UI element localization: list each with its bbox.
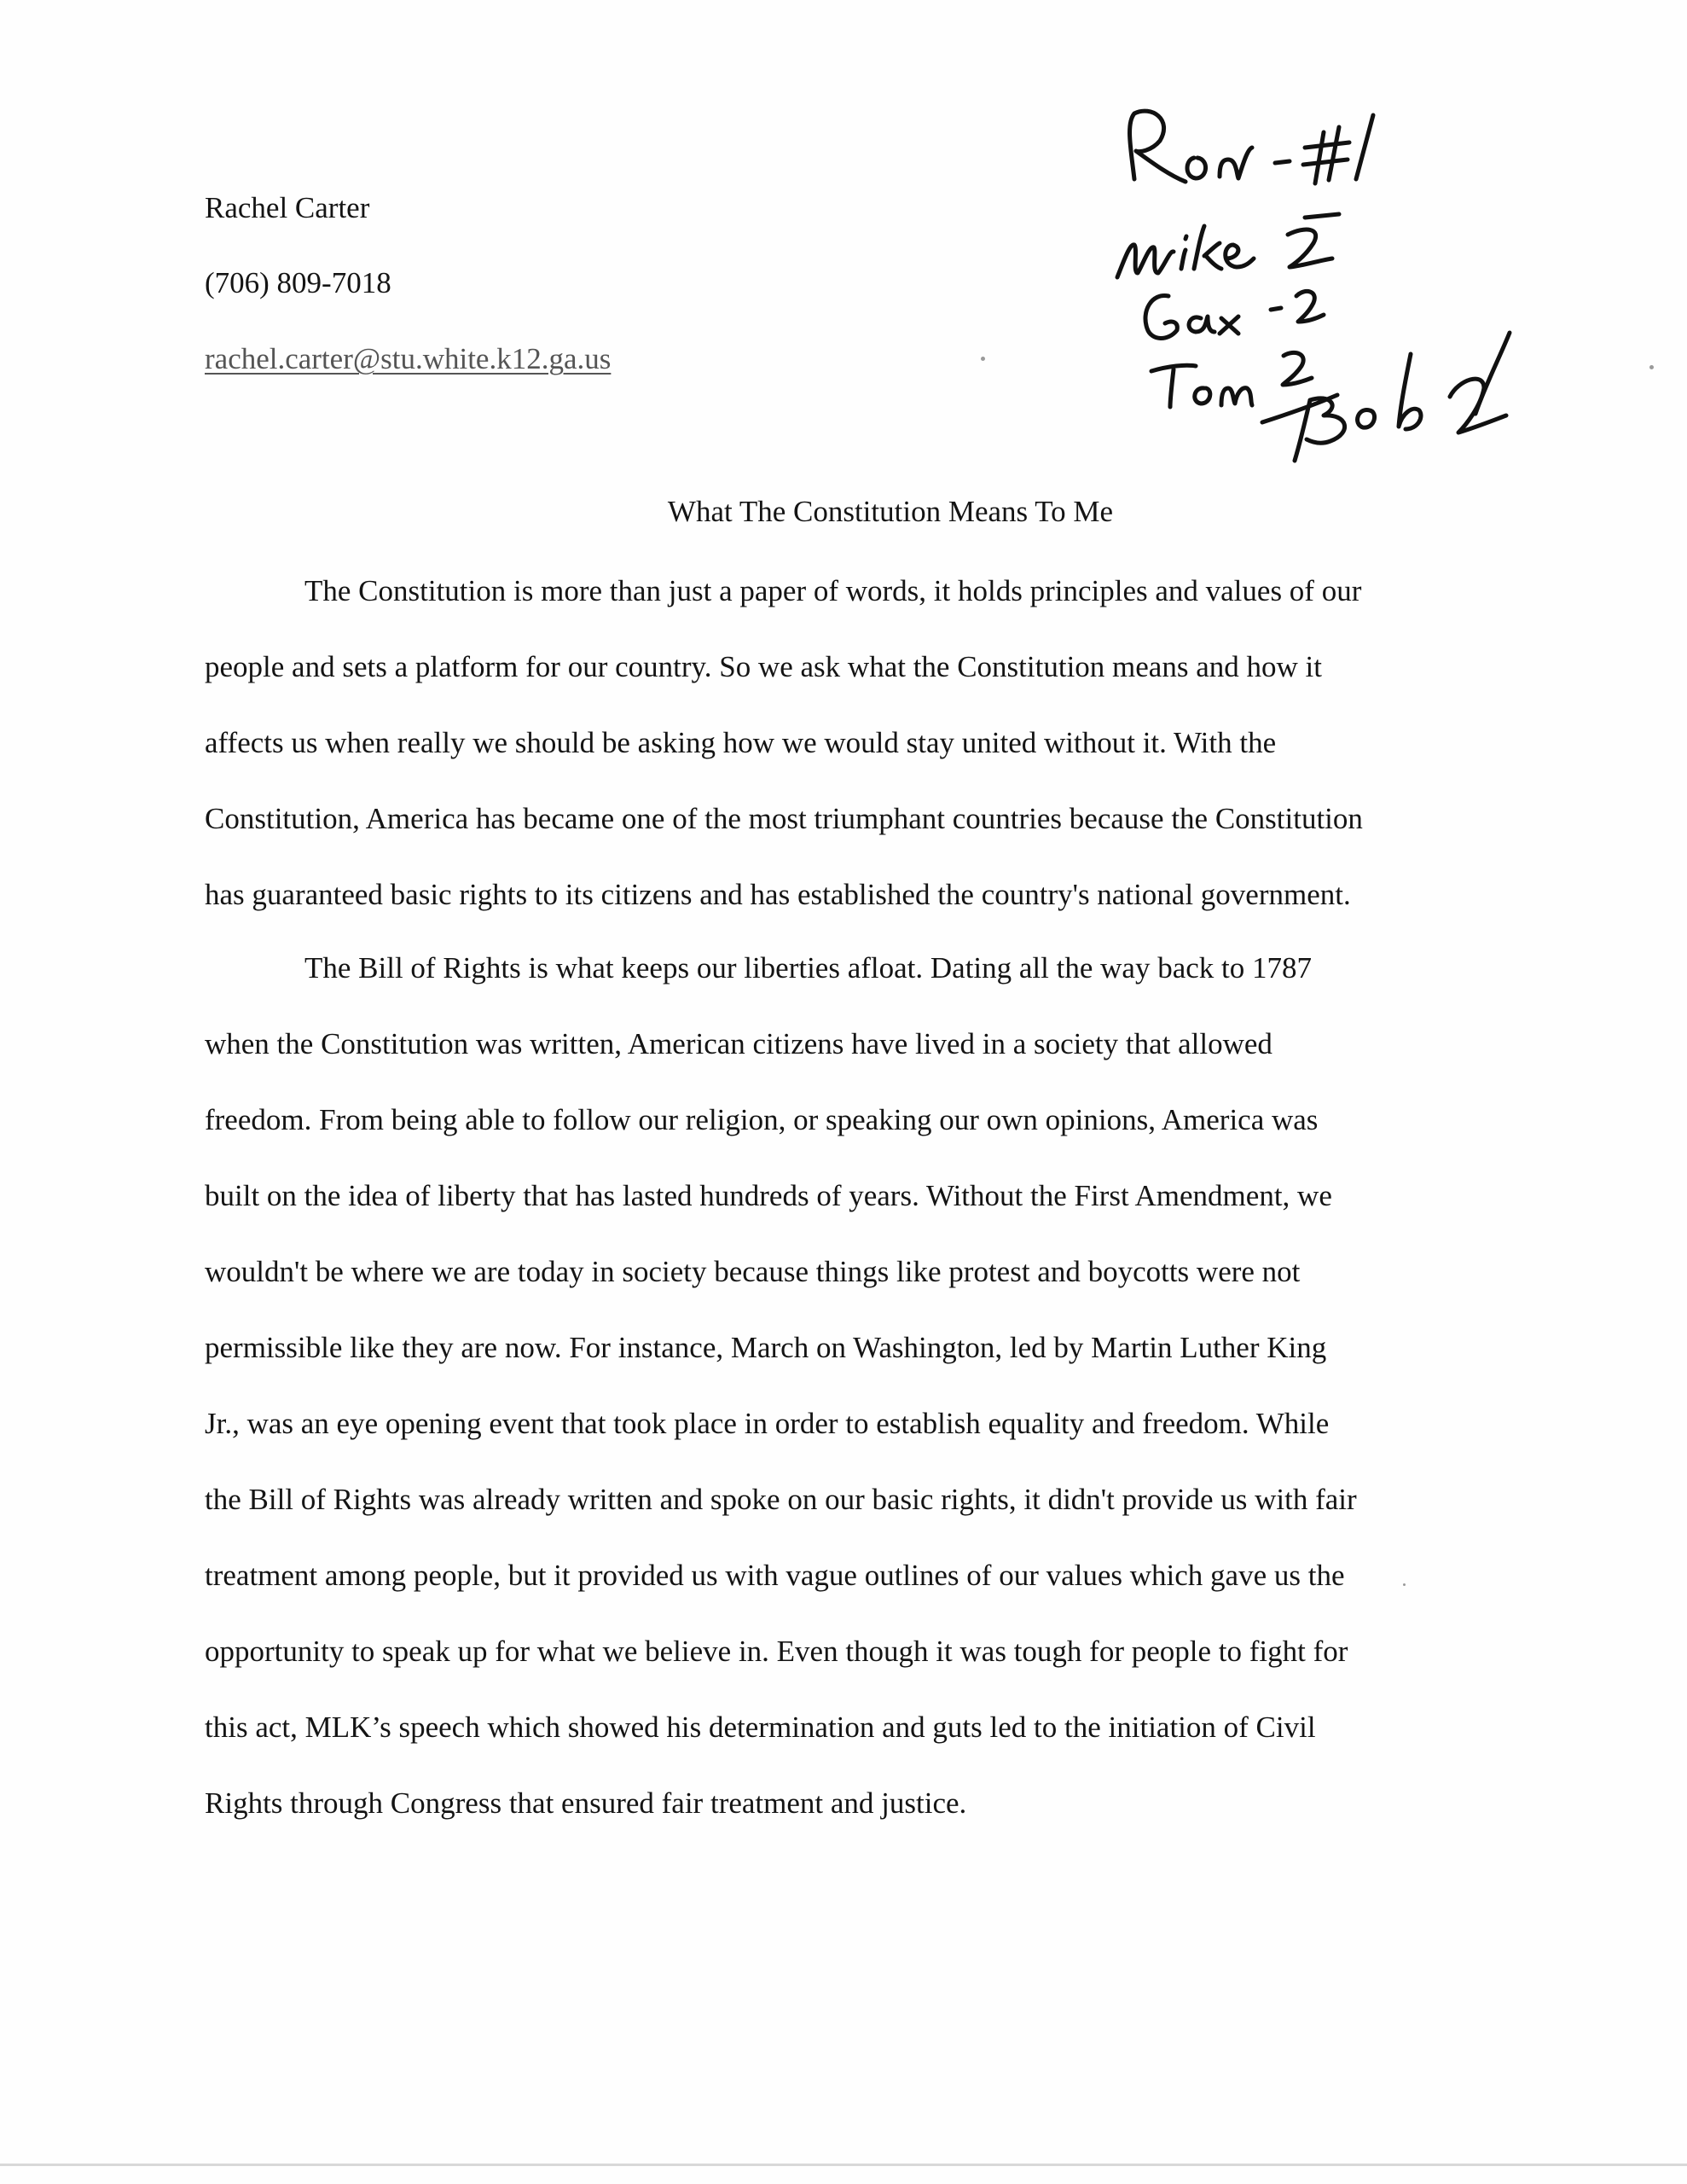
paragraph-line: has guaranteed basic rights to its citizens and has established the country's national government. xyxy=(205,878,1351,911)
scan-speck xyxy=(981,357,985,361)
paragraph-1 xyxy=(205,553,1501,932)
scan-speck xyxy=(1403,1583,1406,1586)
author-phone: (706) 809-7018 xyxy=(205,266,391,299)
handwritten-ranking-note xyxy=(1100,98,1578,542)
paragraph-2 xyxy=(205,930,1501,1841)
paragraph-line: The Bill of Rights is what keeps our liberties afloat. Dating all the way back to 1787 xyxy=(304,951,1312,985)
paragraph-line: this act, MLK’s speech which showed his determination and guts led to the initiation of Civil xyxy=(205,1711,1316,1744)
scan-speck xyxy=(1649,365,1654,369)
author-name: Rachel Carter xyxy=(205,191,370,224)
paragraph-line: the Bill of Rights was already written and spoke on our basic rights, it didn't provide us with fair xyxy=(205,1483,1357,1516)
paragraph-line: wouldn't be where we are today in society because things like protest and boycotts were not xyxy=(205,1255,1301,1288)
paragraph-line: affects us when really we should be asking how we would stay united without it. With the xyxy=(205,726,1277,759)
paragraph-line: treatment among people, but it provided us with vague outlines of our values which gave us the xyxy=(205,1559,1345,1592)
handwritten-line-mike xyxy=(1117,214,1339,277)
paragraph-line: when the Constitution was written, American citizens have lived in a society that allowed xyxy=(205,1027,1272,1060)
paragraph-line: Jr., was an eye opening event that took place in order to establish equality and freedom. While xyxy=(205,1407,1330,1440)
scan-bottom-edge xyxy=(0,2164,1687,2166)
paragraph-line: built on the idea of liberty that has lasted hundreds of years. Without the First Amendment, we xyxy=(205,1179,1332,1212)
paragraph-line: Rights through Congress that ensured fair treatment and justice. xyxy=(205,1786,967,1820)
paragraph-line: Constitution, America has became one of the most triumphant countries because the Constitution xyxy=(205,802,1363,835)
handwritten-line-gax xyxy=(1145,291,1324,338)
paragraph-line: people and sets a platform for our country. So we ask what the Constitution means and how it xyxy=(205,650,1322,683)
paragraph-line: opportunity to speak up for what we believe in. Even though it was tough for people to fight for xyxy=(205,1635,1348,1668)
paragraph-line: permissible like they are now. For instance, March on Washington, led by Martin Luther King xyxy=(205,1331,1327,1364)
author-email: rachel.carter@stu.white.k12.ga.us xyxy=(205,342,612,375)
handwritten-line-ron xyxy=(1130,111,1373,183)
essay-title: What The Constitution Means To Me xyxy=(667,495,1114,528)
paragraph-line: The Constitution is more than just a paper of words, it holds principles and values of our xyxy=(304,574,1362,607)
paragraph-line: freedom. From being able to follow our religion, or speaking our own opinions, America was xyxy=(205,1103,1319,1136)
handwritten-line-tom xyxy=(1151,352,1312,407)
